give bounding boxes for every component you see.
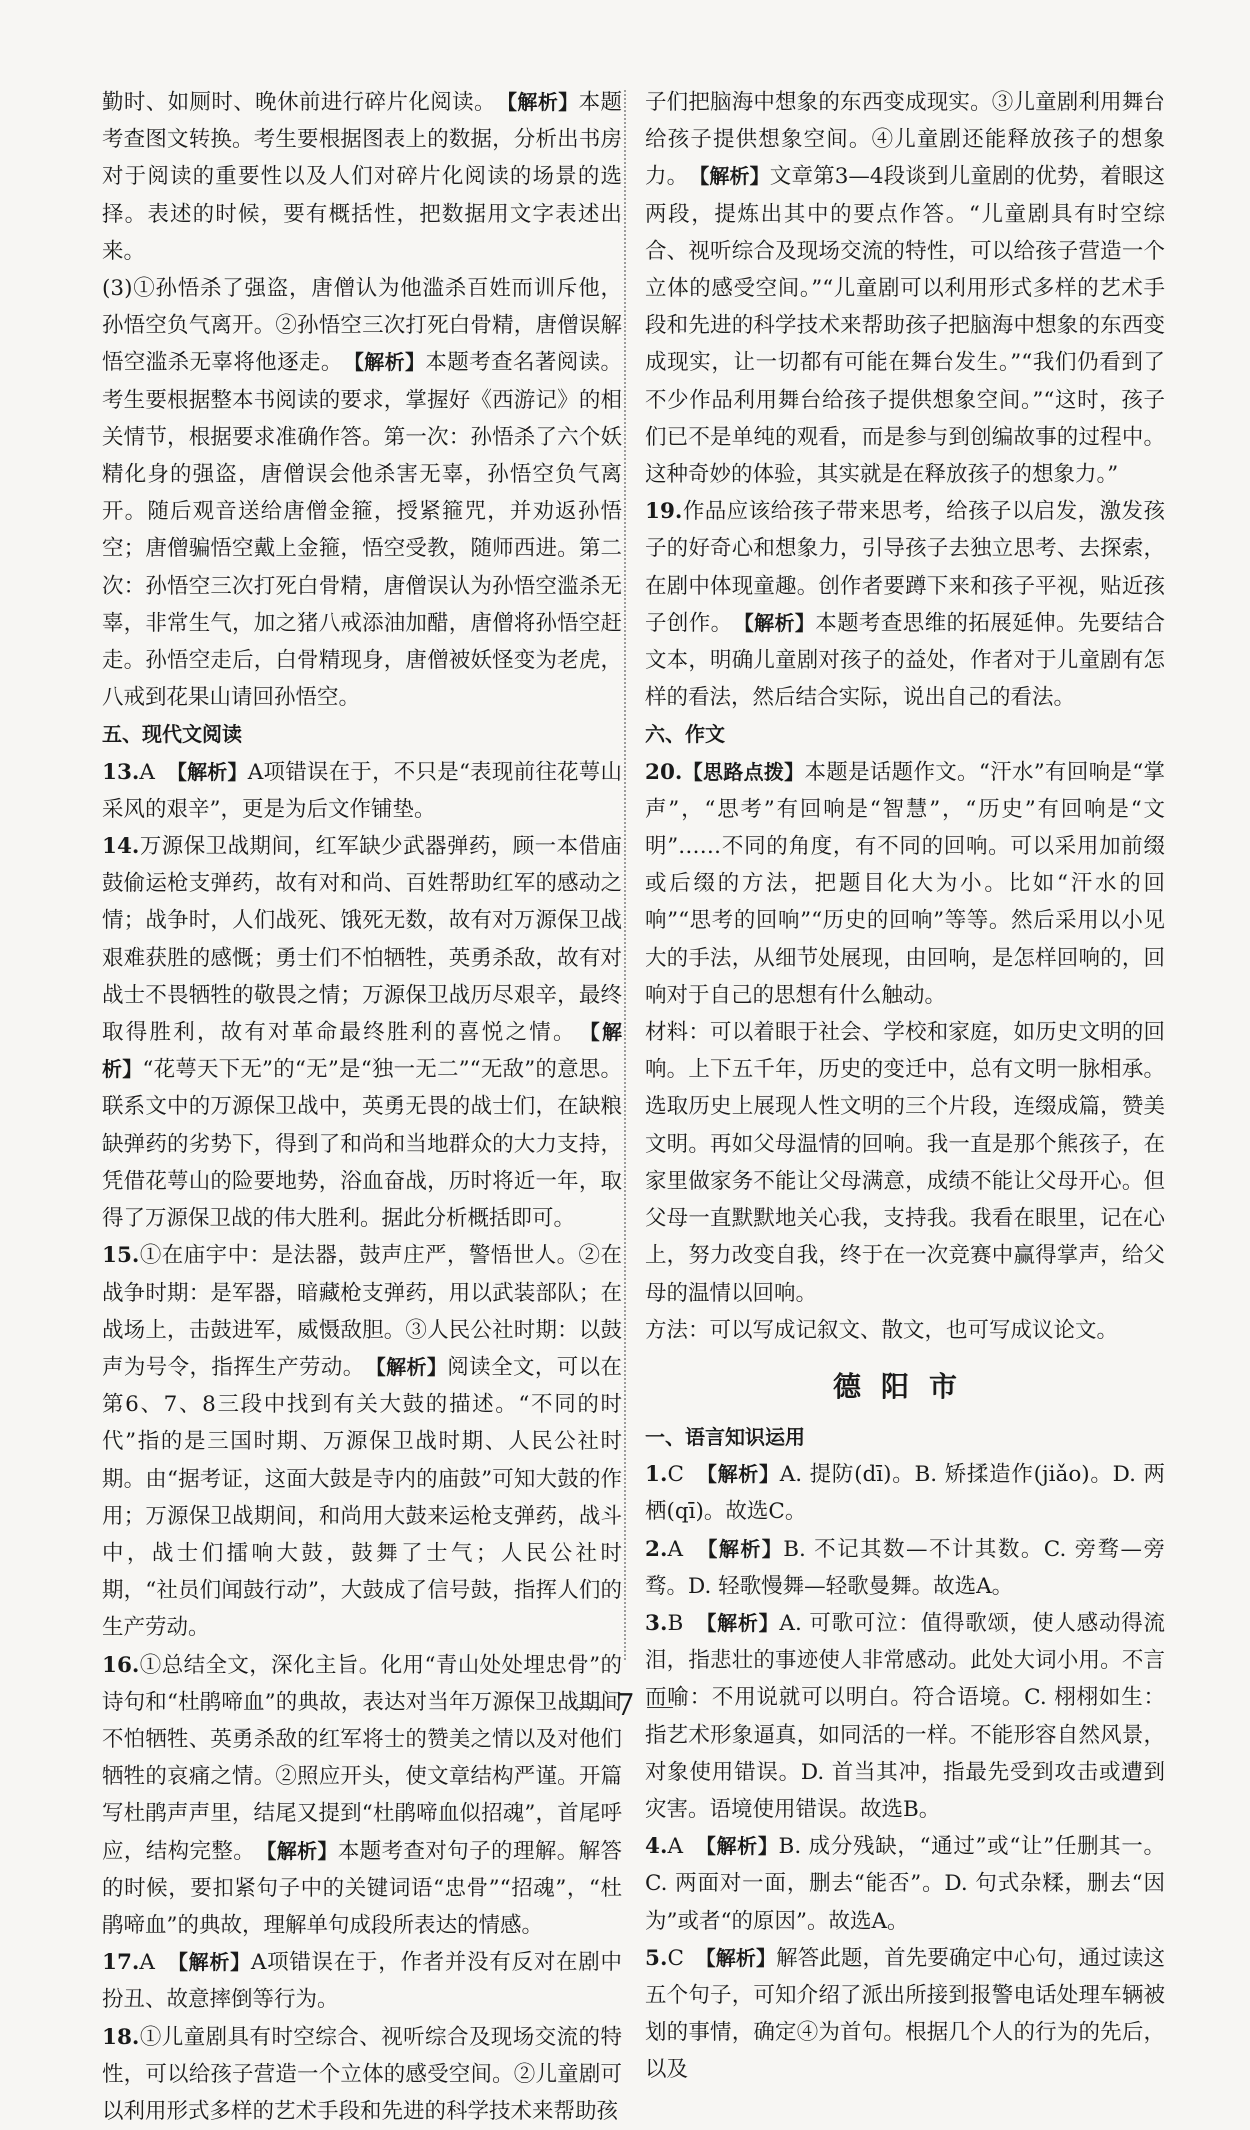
answer-item: 5.C 【解析】解答此题，首先要确定中心句，通过读这五个句子，可知介绍了派出所接到报警电话处理车辆被划的事情，确定④为首句。根据几个人的行为的先后，以及 bbox=[645, 1945, 1165, 2083]
answer-item: 16.①总结全文，深化主旨。化用“青山处处埋忠骨”的诗句和“杜鹃啼血”的典故，表达对当年万源保卫战期间不怕牺牲、英勇杀敌的红军将士的赞美之情以及对他们牺牲的哀痛之情。②照应开头，使文章结构严谨。开篇写杜鹃声声里，结尾又提到“杜鹃啼血似招魂”，首尾呼应，结构完整。 【解析】本题考查对句子的理解。解答的时候，要扣紧句子中的关键词语“忠骨”“招魂”，“杜鹃啼血”的典故，理解单句成段所表达的情感。 bbox=[102, 1652, 622, 1938]
paragraph: 方法：可以写成记叙文、散文，也可写成议论文。 bbox=[645, 1317, 1119, 1343]
answer-item: 2.A 【解析】B. 不记其数—不计其数。C. 旁骛—旁骛。D. 轻歌慢舞—轻歌曼舞。故选A。 bbox=[645, 1536, 1165, 1599]
answer-item: 19.作品应该给孩子带来思考，给孩子以启发，激发孩子的好奇心和想象力，引导孩子去独立思考、去探索，在剧中体现童趣。创作者要蹲下来和孩子平视，贴近孩子创作。 【解析】本题考查思维的拓展延伸。先要结合文本，明确儿童剧对孩子的益处，作者对于儿童剧有怎样的看法，然后结合实际，说出自己的看法。 bbox=[645, 499, 1165, 711]
page-number: 7 bbox=[0, 1688, 1250, 1723]
answer-item: 13.A 【解析】A项错误在于，不只是“表现前往花萼山采风的艰辛”，更是为后文作铺垫。 bbox=[102, 759, 622, 822]
paragraph: (3)①孙悟杀了强盗，唐僧认为他滥杀百姓而训斥他，孙悟空负气离开。②孙悟空三次打死白骨精，唐僧误解悟空滥杀无辜将他逐走。 【解析】本题考查名著阅读。考生要根据整本书阅读的要求，掌握好《西游记》的相关情节，根据要求准确作答。第一次：孙悟杀了六个妖精化身的强盗，唐僧误会他杀害无辜，孙悟空负气离开。随后观音送给唐僧金箍，授紧箍咒，并劝返孙悟空；唐僧骗悟空戴上金箍，悟空受教，随师西进。第二次：孙悟空三次打死白骨精，唐僧误认为孙悟空滥杀无辜，非常生气，加之猪八戒添油加醋，唐僧将孙悟空赶走。孙悟空走后，白骨精现身，唐僧被妖怪变为老虎，八戒到花果山请回孙悟空。 bbox=[102, 276, 622, 711]
section-heading: 一、语言知识运用 bbox=[645, 1424, 805, 1449]
answer-item: 17.A 【解析】A项错误在于，作者并没有反对在剧中扮丑、故意摔倒等行为。 bbox=[102, 1950, 623, 2013]
section-heading: 六、作文 bbox=[645, 722, 725, 747]
answer-item: 20.【思路点拨】本题是话题作文。“汗水”有回响是“掌声”，“思考”有回响是“智慧”，“历史”有回响是“文明”……不同的角度，有不同的回响。可以采用加前缀或后缀的方法，把题目化大为小。比如“汗水的回响”“思考的回响”“历史的回响”等等。然后采用以小见大的手法，从细节处展现，由回响，是怎样回响的，回响对于自己的思想有什么触动。 bbox=[645, 759, 1165, 1008]
answer-item: 1.C 【解析】A. 提防(dī)。B. 矫揉造作(jiǎo)。D. 两栖(qī)。故选C。 bbox=[645, 1462, 1165, 1525]
answer-item: 18.①儿童剧具有时空综合、视听综合及现场交流的特性，可以给孩子营造一个立体的感受空间。②儿童剧可以利用形式多样的艺术手段和先进的科学技术来帮助孩 bbox=[102, 2024, 622, 2124]
column-divider bbox=[624, 90, 626, 1660]
answer-item: 15.①在庙宇中：是法器，鼓声庄严，警悟世人。②在战争时期：是军器，暗藏枪支弹药，用以武装部队；在战场上，击鼓进军，威慑敌胆。③人民公社时期：以鼓声为号令，指挥生产劳动。 【解析】阅读全文，可以在第6、7、8三段中找到有关大鼓的描述。“不同的时代”指的是三国时期、万源保卫战时期、人民公社时期。由“据考证，这面大鼓是寺内的庙鼓”可知大鼓的作用；万源保卫战期间，和尚用大鼓来运枪支弹药，战斗中，战士们擂响大鼓，鼓舞了士气；人民公社时期，“社员们闻鼓行动”，大鼓成了信号鼓，指挥人们的生产劳动。 bbox=[102, 1243, 622, 1641]
answer-item: 14.万源保卫战期间，红军缺少武器弹药，顾一本借庙鼓偷运枪支弹药，故有对和尚、百姓帮助红军的感动之情；战争时，人们战死、饿死无数，故有对万源保卫战艰难获胜的感慨；勇士们不怕牺牲，英勇杀敌，故有对战士不畏牺牲的敬畏之情；万源保卫战历尽艰辛，最终取得胜利，故有对革命最终胜利的喜悦之情。 【解析】“花萼天下无”的“无”是“独一无二”“无敌”的意思。联系文中的万源保卫战中，英勇无畏的战士们，在缺粮缺弹药的劣势下，得到了和尚和当地群众的大力支持，凭借花萼山的险要地势，浴血奋战，历时将近一年，取得了万源保卫战的伟大胜利。据此分析概括即可。 bbox=[102, 834, 622, 1232]
page-number-dash bbox=[577, 1707, 603, 1708]
paragraph: 勤时、如厕时、晚休前进行碎片化阅读。 【解析】本题考查图文转换。考生要根据图表上的数据，分析出书房对于阅读的重要性以及人们对碎片化阅读的场景的选择。表述的时候，要有概括性，把数据用文字表述出来。 bbox=[102, 90, 622, 264]
paragraph: 子们把脑海中想象的东西变成现实。③儿童剧利用舞台给孩子提供想象空间。④儿童剧还能释放孩子的想象力。 【解析】文章第3—4段谈到儿童剧的优势，着眼这两段，提炼出其中的要点作答。“儿童剧具有时空综合、视听综合及现场交流的特性，可以给孩子营造一个立体的感受空间。”“儿童剧可以利用形式多样的艺术手段和先进的科学技术来帮助孩子把脑海中想象的东西变成现实，让一切都有可能在舞台发生。”“我们仍看到了不少作品利用舞台给孩子提供想象空间。”“这时，孩子们已不是单纯的观看，而是参与到创编故事的过程中。这种奇妙的体验，其实就是在释放孩子的想象力。” bbox=[645, 90, 1165, 488]
answer-item: 3.B 【解析】A. 可歌可泣：值得歌颂，使人感动得流泪，指悲壮的事迹使人非常感动。此处大词小用。不言而喻：不用说就可以明白。符合语境。C. 栩栩如生：指艺术形象逼真，如同活的一样。不能形容自然风景，对象使用错误。D. 首当其冲，指最先受到攻击或遭到灾害。语境使用错误。故选B。 bbox=[645, 1610, 1165, 1822]
answer-item: 4.A 【解析】B. 成分残缺，“通过”或“让”任删其一。C. 两面对一面，删去“能否”。D. 句式杂糅，删去“因为”或者“的原因”。故选A。 bbox=[645, 1834, 1165, 1934]
section-heading: 五、现代文阅读 bbox=[102, 722, 242, 747]
right-column bbox=[645, 84, 1165, 2089]
city-heading: 德阳市 bbox=[832, 1369, 977, 1403]
left-column bbox=[102, 84, 622, 2130]
page-number-dash bbox=[647, 1707, 673, 1708]
paragraph: 材料：可以着眼于社会、学校和家庭，如历史文明的回响。上下五千年，历史的变迁中，总有文明一脉相承。选取历史上展现人性文明的三个片段，连缀成篇，赞美文明。再如父母温情的回响。我一直是那个熊孩子，在家里做家务不能让父母满意，成绩不能让父母开心。但父母一直默默地关心我，支持我。我看在眼里，记在心上，努力改变自我，终于在一次竞赛中赢得掌声，给父母的温情以回响。 bbox=[645, 1020, 1165, 1306]
